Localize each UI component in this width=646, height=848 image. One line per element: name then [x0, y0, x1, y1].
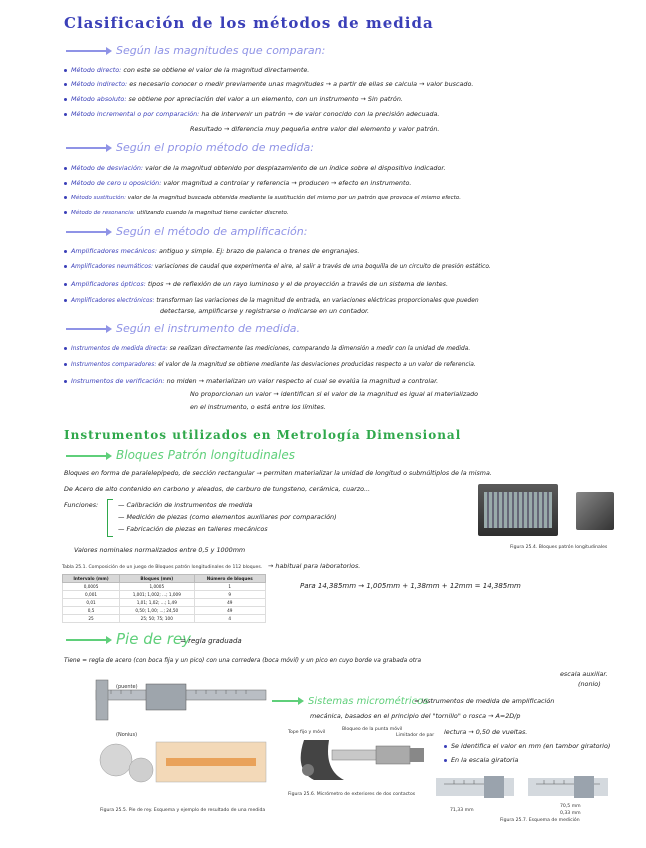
list-item-continuation: detectarse, amplificarse y registrarse o indicarse en un contador.: [160, 307, 370, 315]
text-line: = instrumentos de medida de amplificación: [414, 697, 555, 705]
list-item: Se identifica el valor en mm (en tambor giratorio): [444, 742, 610, 750]
table-row: 0,01 1,01; 1,02; ...; 1,49 49: [63, 599, 266, 607]
table-row: 0,001 1,001; 1,002; ...; 1,009 9: [63, 591, 266, 599]
table-note: → habitual para laboratorios.: [268, 562, 361, 570]
list-item: Método absoluto: se obtiene por apreciación del valor a un elemento, con un instrumento → Sin patrón.: [64, 95, 403, 103]
figure-caption: Figura 25.5. Pie de rey. Esquema y ejemplo de resultado de una medida: [100, 808, 266, 813]
measurement-value: 71,33 mm: [450, 808, 474, 813]
arrow-right-icon: [66, 50, 110, 52]
section-title-instrumentos: Instrumentos utilizados en Metrología Dimensional: [64, 428, 462, 442]
micrometer-label: Tope fijo y móvil: [288, 730, 326, 735]
list-item: Método indirecto: es necesario conocer o medir previamente unas magnitudes → a partir de ellas se calcula → valor buscado.: [64, 80, 473, 88]
section-heading-amplificacion: Según el método de amplificación:: [66, 225, 307, 238]
table-header: Intervalo (mm): [63, 575, 120, 583]
text-line: mecánica, basados en el principio del "tornillo" o rosca → A=2D/p: [310, 712, 521, 720]
list-item: Método incremental o por comparación: ha de intervenir un patrón → de valor conocido con la precisión adecuada.: [64, 110, 439, 118]
example-calc: Para 14,385mm → 1,005mm + 1,38mm + 12mm = 14,385mm: [300, 582, 521, 590]
micrometer-image: [284, 730, 435, 790]
arrow-right-icon: [272, 700, 302, 702]
arrow-right-icon: [66, 639, 110, 641]
table-row: 0,5 0,50; 1,00; ...; 24,50 49: [63, 607, 266, 615]
list-item: — Calibración de instrumentos de medida: [118, 501, 253, 509]
section-heading-metodo: Según el propio método de medida:: [66, 141, 314, 154]
text-line: De Acero de alto contenido en carbono y aleados, de carburo de tungsteno, cerámica, cuarzo...: [64, 485, 371, 493]
list-item: Método de cero u oposición: valor magnitud a controlar y referencia → producen → efecto en instrumento.: [64, 179, 411, 187]
list-item: Amplificadores ópticos: tipos → de reflexión de un rayo luminoso y el de proyección a través de un sistema de lentes.: [64, 280, 448, 288]
list-item: — Fabricación de piezas en talleres mecánicos: [118, 525, 268, 533]
arrow-right-icon: [66, 147, 110, 149]
gauge-block-box-image: [576, 492, 614, 530]
gauge-block-case-image: [478, 484, 558, 536]
section-heading-instrumento: Según el instrumento de medida.: [66, 322, 300, 335]
list-item: Amplificadores neumáticos: variaciones de caudal que experimenta el aire, al salir a través de una boquilla de un circuito de presión estático.: [64, 263, 491, 271]
list-item-continuation: No proporcionan un valor → identifican si el valor de la magnitud es igual al materializado: [190, 390, 479, 398]
list-item: — Medición de piezas (como elementos auxiliares por comparación): [118, 513, 337, 521]
list-item: Amplificadores mecánicos: antiguo y simple. Ej: brazo de palanca o trenes de engranajes.: [64, 247, 359, 255]
caliper-label: (puente): [116, 684, 138, 690]
text-line: (nonio): [578, 680, 601, 688]
micrometer-label: Bloqueo de la punta móvil: [342, 727, 403, 732]
text-line: Bloques en forma de paralelepípedo, de sección rectangular → permiten materializar la unidad de longitud o submúltiplos de la misma.: [64, 470, 492, 477]
arrow-right-icon: [66, 328, 110, 330]
arrow-right-icon: [66, 231, 110, 233]
note: Resultado → diferencia muy pequeña entre valor del elemento y valor patrón.: [190, 125, 440, 133]
list-item: Amplificadores electrónicos: transforman las variaciones de la magnitud de entrada, en variaciones eléctricas proporcionales que pueden: [64, 297, 479, 305]
figure-caption: Figura 25.7. Esquema de medición: [500, 818, 580, 823]
section-heading-pie-de-rey: Pie de rey: [66, 630, 191, 648]
measurement-scheme: [434, 768, 614, 812]
nominal-values: Valores nominales normalizados entre 0,5 y 1000mm: [74, 546, 246, 554]
section-heading-bloques: Bloques Patrón longitudinales: [66, 448, 295, 462]
text-line: lectura → 0,50 de vueltas.: [444, 728, 528, 736]
list-item: En la escala giratoria: [444, 756, 518, 764]
table-caption: Tabla 25.1. Composición de un juego de Bloques patrón longitudinales de 112 bloques.: [62, 565, 263, 570]
caliper-label: (Nonius): [116, 732, 138, 738]
list-item: Instrumentos de medida directa: se realizan directamente las mediciones, comparando la dimensión a medir con la unidad de medida.: [64, 345, 470, 353]
figure-caption: Figura 25.6. Micrómetro de exteriores de dos contactos: [288, 792, 416, 797]
measurement-value: 0,33 mm: [560, 811, 581, 816]
table-header: Número de bloques: [194, 575, 266, 583]
page-title: Clasificación de los métodos de medida: [64, 14, 434, 32]
list-item: Instrumentos de verificación: no miden → materializan un valor respecto al cual se evalúa la magnitud a controlar.: [64, 377, 438, 385]
list-item: Método de resonancia: utilizando cuando la magnitud tiene carácter discreto.: [64, 209, 289, 217]
text-line: escala auxiliar.: [560, 670, 608, 678]
arrow-right-icon: [66, 455, 110, 457]
micrometer-label: Limitador de par: [396, 733, 435, 738]
list-item: Instrumentos comparadores: el valor de la magnitud se obtiene mediante las desviaciones producidas respecto a un valor de referencia.: [64, 361, 476, 369]
table-row: 0,0005 1,0005 1: [63, 583, 266, 591]
section-heading-micrometricos: Sistemas micrométricos: [272, 696, 428, 707]
section-heading-magnitudes: Según las magnitudes que comparan:: [66, 44, 325, 57]
functions-label: Funciones:: [64, 501, 99, 509]
measurement-value: 70,5 mm: [560, 804, 581, 809]
table-header: Bloques (mm): [120, 575, 194, 583]
bracket: [107, 499, 113, 537]
list-item: Método de desviación: valor de la magnitud obtenido por desplazamiento de un índice sobre el dispositivo indicador.: [64, 164, 445, 172]
list-item-continuation: en el instrumento, o está entre los límites.: [190, 403, 326, 411]
gauge-block-table: [62, 574, 266, 623]
caliper-diagram: [86, 670, 276, 795]
table-row: 25 25; 50; 75; 100 4: [63, 615, 266, 623]
text-line: Tiene = regla de acero (con boca fija y un pico) con una corredera (boca móvil) y un pico en cuyo borde va grabada otra: [64, 658, 422, 664]
definition: = regla graduada: [180, 637, 242, 645]
list-item: Método directo: con este se obtiene el valor de la magnitud directamente.: [64, 66, 309, 74]
figure-caption: Figura 25.4. Bloques patrón longitudinales: [510, 545, 608, 550]
list-item: Método sustitución: valor de la magnitud buscada obtenida mediante la sustitución del mismo por un patrón que provoca el mismo efecto.: [64, 194, 461, 202]
